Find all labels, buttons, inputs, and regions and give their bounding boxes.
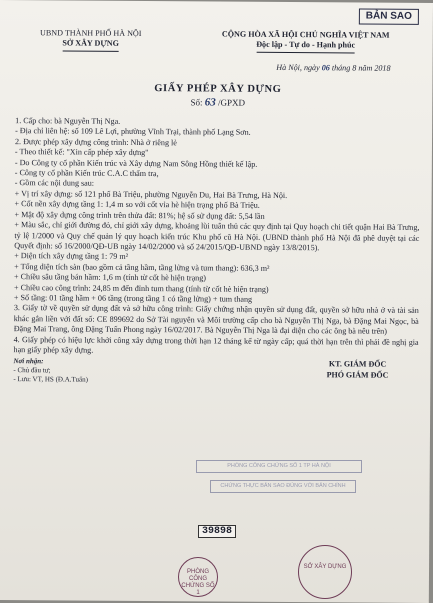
body-line: - Gồm các nội dung sau: <box>14 178 95 189</box>
body-line: - Do Công ty cổ phần Kiến trúc và Xây dựng Nam Sông Hồng thiết kế lập. <box>14 157 258 169</box>
recipient-item: - Chủ đầu tư; <box>13 366 51 375</box>
body-line: 2. Được phép xây dựng công trình: Nhà ở riêng lẻ <box>14 136 177 148</box>
body-line: + Mật độ xây dựng công trình trên thửa đất: 81%; hệ số sử dụng đất: 5,54 lần <box>14 209 265 221</box>
date-suffix: tháng 8 năm 2018 <box>331 63 391 73</box>
body-line: + Số tầng: 01 tầng hầm + 06 tầng (trong tầng 1 có tầng lửng) + tum thang <box>13 293 253 304</box>
body-line: - Địa chỉ liên hệ: số 109 Lê Lợi, phường Vĩnh Trại, thành phố Lạng Sơn. <box>15 126 251 138</box>
number-value: 63 <box>204 96 216 109</box>
issuer-block <box>16 28 166 52</box>
signer-role: PHÓ GIÁM ĐỐC <box>326 370 389 380</box>
recipients-block <box>13 357 88 385</box>
body-line: + Tổng diện tích sàn (bao gồm cả tầng hầm, tầng lửng và tum thang): 636,3 m² <box>14 261 270 273</box>
body-line: + Chiều cao công trình: 24,85 m đến đỉnh tum thang (tính từ cốt hè hiện trạng) <box>13 282 269 294</box>
notary-stamp-2: CHỨNG THỰC BẢN SAO ĐÚNG VỚI BẢN CHÍNH <box>210 480 356 493</box>
issuer-city: UBND THÀNH PHỐ HÀ NỘI <box>39 28 142 38</box>
body-line: + Chiều sâu tầng bán hầm: 1,6 m (tính từ cốt hè hiện trạng) <box>14 272 207 283</box>
signature-block <box>327 360 389 387</box>
body-line: + Màu sắc, chỉ giới đường đỏ, chỉ giới xây dựng, khoảng lùi tuân thủ các quy định tại Quy hoạch chi tiết quận Hai Bà Trưng, tỷ lệ 1/2000 và Quy chế quản lý quy hoạch kiến trúc Khu phố cũ Hà Nội. (UBND thành phố Hà Nội đã phê duyệt tại các Quyết định: số 16/2000/QĐ-UB ngày 14/02/2000 và số 24/2015/QĐ-UBND ngày 13/8/2015). <box>14 220 420 253</box>
issuer-department: SỞ XÂY DỰNG <box>62 39 119 52</box>
document-header <box>16 28 421 54</box>
issue-date <box>16 61 391 74</box>
document-body <box>14 116 421 358</box>
document-footer <box>13 357 418 387</box>
number-prefix: Số: <box>190 96 203 108</box>
date-day: 06 <box>321 63 330 73</box>
body-line: + Cốt nền xây dựng tầng 1: 1,4 m so với cốt vỉa hè hiện trạng phố Bà Triệu. <box>14 199 260 211</box>
motto: Độc lập - Tự do - Hạnh phúc <box>256 40 355 53</box>
recipient-item: - Lưu: VT, HS (Đ.A.Tuấn) <box>13 375 89 384</box>
body-line: + Vị trí xây dựng: số 121 phố Bà Triệu, phường Nguyễn Du, Hai Bà Trưng, Hà Nội. <box>14 188 288 200</box>
signer-title: KT. GIÁM ĐỐC <box>328 359 387 370</box>
body-line: 1. Cấp cho: bà Nguyễn Thị Nga. <box>15 116 121 126</box>
permit-number <box>15 96 420 109</box>
body-line: 4. Giấy phép có hiệu lực khởi công xây dựng trong thời hạn 12 tháng kể từ ngày cấp; quá thời hạn trên thì phải đề nghị gia hạn giấy phép xây dựng. <box>13 334 419 355</box>
round-seal-notary: PHÒNG CÔNG CHỨNG SỐ 1 <box>178 557 218 597</box>
country-name: CỘNG HÒA XÃ HỘI CHỦ NGHĨA VIỆT NAM <box>221 29 390 40</box>
date-prefix: Hà Nội, ngày <box>276 62 320 73</box>
document-title: GIẤY PHÉP XÂY DỰNG <box>154 83 282 96</box>
copy-stamp: BẢN SAO <box>359 9 419 25</box>
serial-number: 39898 <box>198 525 236 538</box>
body-line: - Theo thiết kế: "Xin cấp phép xây dựng" <box>14 147 149 158</box>
body-line: + Diện tích xây dựng tầng 1: 79 m² <box>14 251 129 262</box>
number-suffix: /GPXD <box>218 97 246 108</box>
body-line: 3. Giấy tờ về quyền sử dụng đất và sở hữu công trình: Giấy chứng nhận quyền sử dụng đất, quyền sở hữu nhà ở và tài sản khác gắn liền với đất số: CE 899692 do Sở Tài nguyên và Môi trường cấp cho bà Nguyễn Thị Nga, bà Đặng Mai Ngọc, bà Đặng Mai Trang, ông Đặng Tuấn Phong ngày 16/02/2017. Bà Nguyễn Thị Nga là đại diện cho các ông bà nêu trên) <box>13 303 419 336</box>
national-motto-block <box>191 29 421 53</box>
recipients-label: Nơi nhận: <box>13 357 44 366</box>
round-seal-department: SỞ XÂY DỰNG <box>298 545 352 599</box>
notary-stamp: PHÒNG CÔNG CHỨNG SỐ 1 TP HÀ NỘI <box>196 460 362 473</box>
body-line: - Công ty cổ phần Kiến trúc C.A.C thẩm tra, <box>14 168 159 179</box>
